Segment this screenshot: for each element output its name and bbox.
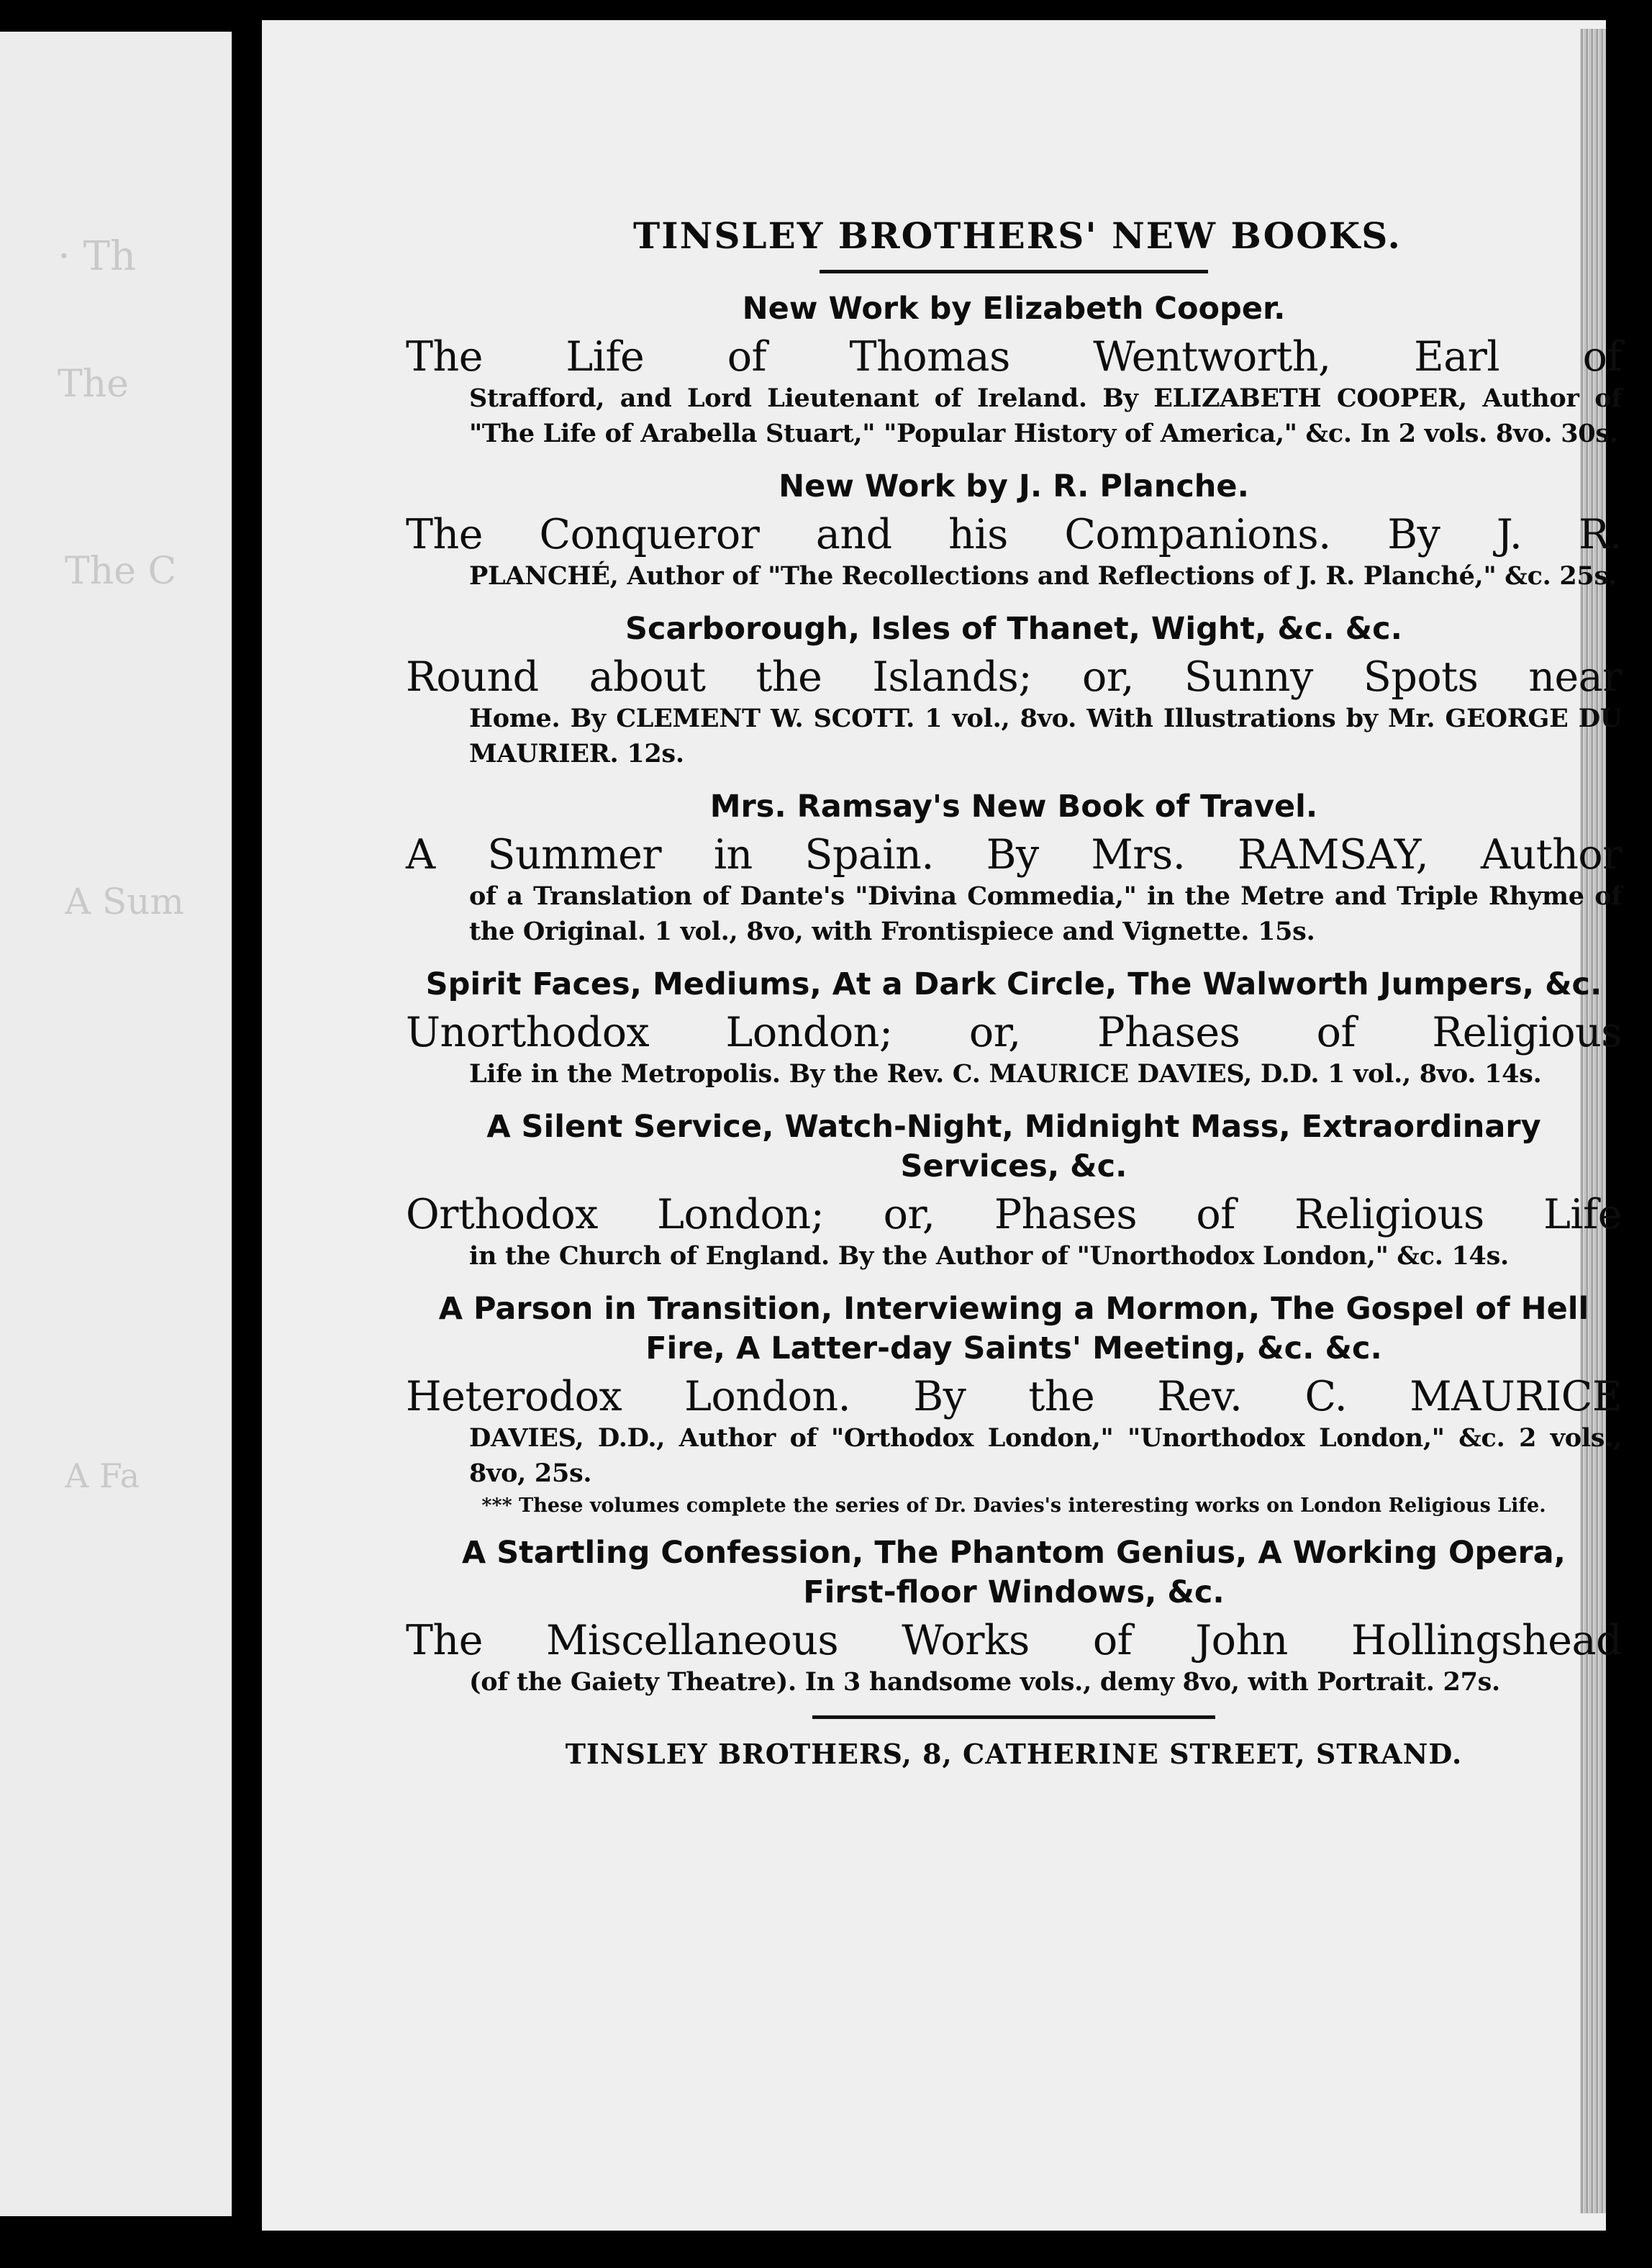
show-through-text: The: [58, 363, 129, 406]
book-title: The Conqueror and his Companions. By J. R.: [406, 511, 1622, 558]
book-title: A Summer in Spain. By Mrs. RAMSAY, Author: [406, 831, 1622, 879]
show-through-text: · Th: [58, 233, 137, 280]
publisher-address: TINSLEY BROTHERS, 8, CATHERINE STREET, STRAND.: [565, 1738, 1463, 1770]
book-description: Life in the Metropolis. By the Rev. C. MAURICE DAVIES, D.D. 1 vol., 8vo. 14s.: [469, 1059, 1542, 1089]
show-through-text: A Fa: [65, 1456, 140, 1495]
entry-heading: Scarborough, Isles of Thanet, Wight, &c. &c.: [625, 611, 1402, 647]
book-entry: [406, 289, 1622, 451]
book-entry: [406, 1533, 1622, 1700]
entry-heading: A Parson in Transition, Interviewing a Mormon, The Gospel of Hell Fire, A Latter-day Saints' Meeting, &c. &c.: [438, 1291, 1589, 1366]
show-through-text: A Sum: [65, 881, 184, 922]
book-title: Orthodox London; or, Phases of Religious Life: [406, 1191, 1622, 1238]
entry-heading: A Startling Confession, The Phantom Genius, A Working Opera, First-floor Windows, &c.: [461, 1535, 1566, 1610]
book-title: Round about the Islands; or, Sunny Spots near: [406, 653, 1622, 701]
book-title: The Miscellaneous Works of John Hollingshead: [406, 1617, 1622, 1664]
book-description: Home. By CLEMENT W. SCOTT. 1 vol., 8vo. With Illustrations by Mr. GEORGE DU MAURIER. 12s.: [469, 704, 1622, 768]
page-content-area: [262, 20, 1622, 2231]
book-entry: [406, 467, 1622, 594]
facing-page: [0, 32, 232, 2216]
book-description: DAVIES, D.D., Author of "Orthodox London," "Unorthodox London," &c. 2 vols., 8vo, 25s.: [469, 1423, 1622, 1488]
entry-heading: New Work by J. R. Planche.: [779, 468, 1249, 504]
book-description: PLANCHÉ, Author of "The Recollections and Reflections of J. R. Planché," &c. 25s.: [469, 561, 1617, 591]
show-through-text: The C: [65, 550, 177, 593]
advertisement: [406, 214, 1622, 1770]
book-entry: [406, 1107, 1622, 1274]
book-entry: [406, 609, 1622, 771]
entry-heading: New Work by Elizabeth Cooper.: [742, 291, 1286, 327]
book-description: Strafford, and Lord Lieutenant of Ireland. By ELIZABETH COOPER, Author of "The Life of Arabella Stuart," "Popular History of America," &c. In 2 vols. 8vo. 30s.: [469, 384, 1622, 448]
footer-rule: [812, 1715, 1215, 1719]
header-rule: [820, 270, 1208, 273]
book-entry: [406, 787, 1622, 949]
book-entry: [406, 965, 1622, 1092]
book-description: of a Translation of Dante's "Divina Commedia," in the Metre and Triple Rhyme of the Original. 1 vol., 8vo, with Frontispiece and Vignette. 15s.: [469, 881, 1622, 946]
book-entry: [406, 1289, 1622, 1518]
entry-heading: A Silent Service, Watch-Night, Midnight Mass, Extraordinary Services, &c.: [486, 1109, 1541, 1184]
page-header: TINSLEY BROTHERS' NEW BOOKS.: [633, 214, 1402, 257]
entry-heading: Mrs. Ramsay's New Book of Travel.: [709, 789, 1318, 825]
series-note: *** These volumes complete the series of Dr. Davies's interesting works on London Religious Life.: [481, 1494, 1546, 1517]
book-description: (of the Gaiety Theatre). In 3 handsome vols., demy 8vo, with Portrait. 27s.: [469, 1667, 1500, 1697]
entry-heading: Spirit Faces, Mediums, At a Dark Circle, The Walworth Jumpers, &c.: [425, 966, 1602, 1002]
book-title: Unorthodox London; or, Phases of Religious: [406, 1009, 1622, 1056]
book-title: Heterodox London. By the Rev. C. MAURICE: [406, 1373, 1622, 1420]
book-title: The Life of Thomas Wentworth, Earl of: [406, 333, 1622, 381]
book-description: in the Church of England. By the Author of "Unorthodox London," &c. 14s.: [469, 1241, 1509, 1271]
